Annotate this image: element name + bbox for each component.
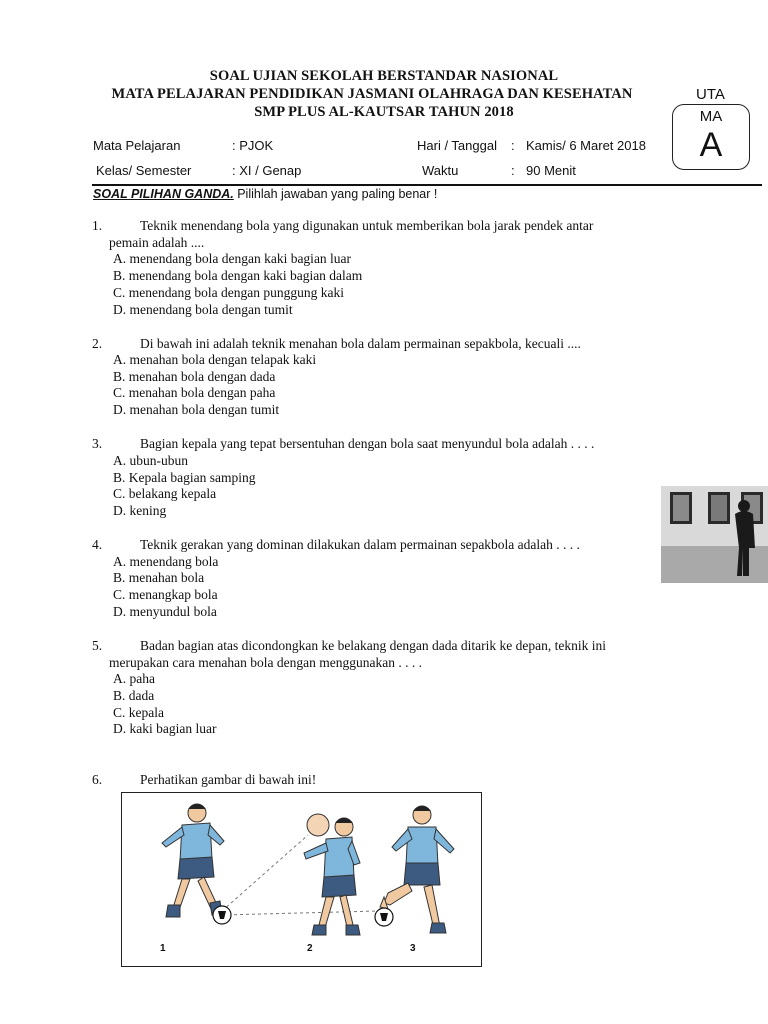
date-colon: : — [511, 138, 515, 153]
figure-label-3: 3 — [410, 943, 416, 954]
answer-option[interactable]: C. menahan bola dengan paha — [113, 385, 276, 400]
question-text: Teknik gerakan yang dominan dilakukan dalam permainan sepakbola adalah . . . . — [140, 537, 580, 552]
answer-option[interactable]: B. menahan bola — [113, 570, 205, 585]
badge-middle-text: MA — [699, 108, 723, 125]
date-label: Hari / Tanggal — [417, 138, 497, 153]
answer-option[interactable]: C. kepala — [113, 705, 164, 720]
question-number: 1. — [92, 218, 103, 233]
player-3-illustration — [375, 806, 454, 933]
question-text-continued: pemain adalah .... — [109, 235, 205, 250]
question-number: 5. — [92, 638, 103, 653]
question-number: 2. — [92, 336, 103, 351]
date-value: Kamis/ 6 Maret 2018 — [526, 138, 646, 153]
answer-option[interactable]: D. menahan bola dengan tumit — [113, 402, 280, 417]
answer-option[interactable]: A. menahan bola dengan telapak kaki — [113, 352, 317, 367]
figure-label-2: 2 — [307, 943, 313, 954]
answer-option[interactable]: C. belakang kepala — [113, 486, 217, 501]
soccer-technique-figure — [121, 792, 482, 967]
class-label: Kelas/ Semester — [96, 163, 192, 178]
answer-option[interactable]: B. menahan bola dengan dada — [113, 369, 276, 384]
answer-option[interactable]: B. dada — [113, 688, 155, 703]
question-number: 3. — [92, 436, 103, 451]
subject-title: MATA PELAJARAN PENDIDIKAN JASMANI OLAHRAGA DAN KESEHATAN — [111, 86, 633, 102]
answer-option[interactable]: C. menendang bola dengan punggung kaki — [113, 285, 344, 300]
question-text: Badan bagian atas dicondongkan ke belakang dengan dada ditarik ke depan, teknik ini — [140, 638, 606, 653]
answer-option[interactable]: C. menangkap bola — [113, 587, 218, 602]
subject-value: : PJOK — [232, 138, 274, 153]
exam-title: SOAL UJIAN SEKOLAH BERSTANDAR NASIONAL — [209, 68, 559, 84]
class-value: : XI / Genap — [232, 163, 302, 178]
answer-option[interactable]: B. menendang bola dengan kaki bagian dalam — [113, 268, 363, 283]
badge-letter: A — [699, 126, 723, 164]
figure-label-1: 1 — [160, 943, 166, 954]
instruction-label: SOAL PILIHAN GANDA. — [93, 187, 234, 201]
answer-option[interactable]: D. kaki bagian luar — [113, 721, 217, 736]
question-text: Teknik menendang bola yang digunakan untuk memberikan bola jarak pendek antar — [140, 218, 594, 233]
time-colon: : — [511, 163, 515, 178]
time-label: Waktu — [422, 163, 459, 178]
player-2-illustration — [304, 814, 360, 935]
exam-version-badge — [672, 104, 750, 170]
badge-top-text: UTA — [696, 86, 725, 103]
answer-option[interactable]: A. menendang bola — [113, 554, 219, 569]
answer-option[interactable]: A. paha — [113, 671, 155, 686]
answer-option[interactable]: D. menyundul bola — [113, 604, 217, 619]
answer-option[interactable]: D. kening — [113, 503, 167, 518]
answer-option[interactable]: B. Kepala bagian samping — [113, 470, 256, 485]
answer-option[interactable]: D. menendang bola dengan tumit — [113, 302, 293, 317]
school-title: SMP PLUS AL-KAUTSAR TAHUN 2018 — [254, 104, 514, 120]
question-text: Perhatikan gambar di bawah ini! — [140, 772, 317, 787]
question-text: Di bawah ini adalah teknik menahan bola dalam permainan sepakbola, kecuali .... — [140, 336, 581, 351]
question-number: 4. — [92, 537, 103, 552]
subject-label: Mata Pelajaran — [93, 138, 181, 153]
time-value: 90 Menit — [526, 163, 576, 178]
answer-option[interactable]: A. ubun-ubun — [113, 453, 188, 468]
header-divider — [92, 184, 762, 186]
question-number: 6. — [92, 772, 103, 787]
instruction — [93, 187, 437, 201]
question-text: Bagian kepala yang tepat bersentuhan dengan bola saat menyundul bola adalah . . . . — [140, 436, 595, 451]
question-text-continued: merupakan cara menahan bola dengan menggunakan . . . . — [109, 655, 422, 670]
answer-option[interactable]: A. menendang bola dengan kaki bagian luar — [113, 251, 352, 266]
instruction-text: Pilihlah jawaban yang paling benar ! — [233, 187, 438, 201]
gallery-photo — [661, 486, 768, 583]
player-1-illustration — [162, 804, 231, 924]
